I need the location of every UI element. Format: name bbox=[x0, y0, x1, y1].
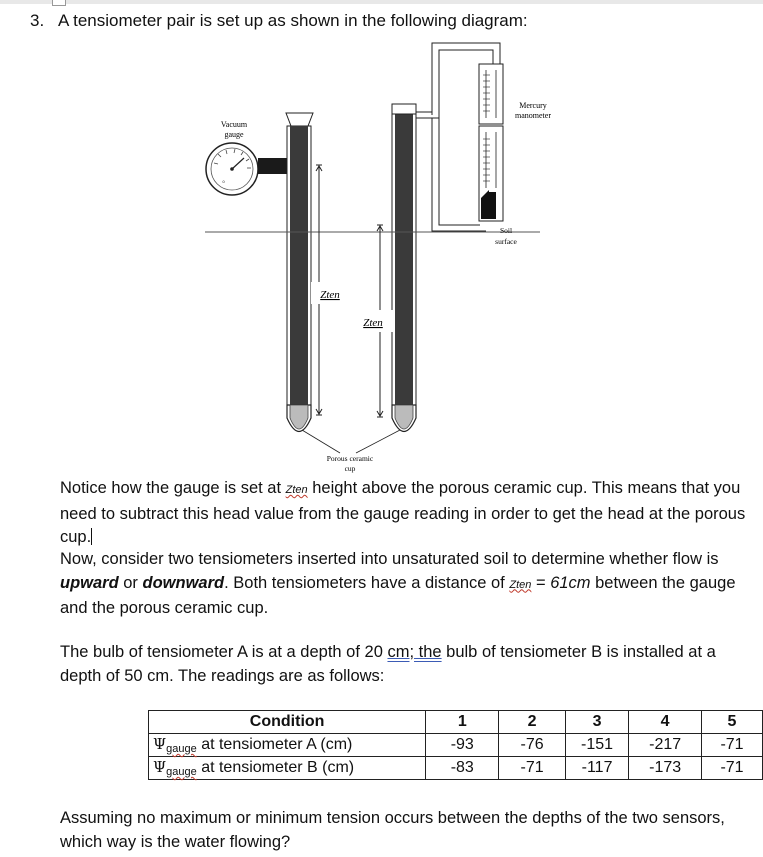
question-number: 3. bbox=[30, 11, 45, 30]
row-a-cell-1: -93 bbox=[426, 734, 499, 757]
manometer-label-line1: Mercury bbox=[519, 101, 547, 110]
zten-label-right: Zten bbox=[363, 317, 383, 329]
text-cursor bbox=[91, 528, 92, 545]
paragraph-consider-text-3: between the gauge and the porous ceramic cup. bbox=[60, 573, 736, 617]
row-a-text: at tensiometer A (cm) bbox=[196, 736, 353, 753]
header-col-4: 4 bbox=[629, 711, 702, 734]
paragraph-notice-text-2: height above the porous ceramic cup. This means that you need to subtract this head value from the gauge reading in order to get the head at the porous cup. bbox=[60, 479, 746, 546]
zten-inline: Zten bbox=[285, 484, 308, 496]
closing-question: Assuming no maximum or minimum tension occurs between the depths of the two sensors, which way is the water flowing? bbox=[60, 809, 725, 851]
cm-the-text: cm; the bbox=[387, 643, 442, 661]
paragraph-consider bbox=[60, 548, 750, 621]
readings-table bbox=[148, 710, 763, 780]
header-condition: Condition bbox=[149, 711, 426, 734]
paragraph-consider-text-2: . Both tensiometers have a distance of bbox=[224, 573, 510, 592]
svg-text:°: ° bbox=[222, 179, 226, 188]
table-header-row bbox=[149, 711, 763, 734]
mercury-manometer bbox=[479, 64, 551, 221]
header-col-5: 5 bbox=[702, 711, 763, 734]
zten-inline-2: Zten bbox=[509, 578, 532, 591]
row-b-cell-4: -173 bbox=[629, 757, 702, 780]
porous-cup-label-line2: cup bbox=[344, 464, 356, 473]
soil-surface bbox=[205, 226, 540, 246]
soil-label-line1: Soil bbox=[499, 226, 513, 235]
row-b-cell-5: -71 bbox=[702, 757, 763, 780]
porous-cup-leader bbox=[302, 430, 400, 453]
manometer-label-line2: manometer bbox=[515, 111, 551, 120]
zten-label-left: Zten bbox=[320, 289, 340, 301]
question-title: A tensiometer pair is set up as shown in the following diagram: bbox=[58, 11, 528, 30]
table-row bbox=[149, 757, 763, 780]
row-a-cell-5: -71 bbox=[702, 734, 763, 757]
paragraph-notice-text-1: Notice how the gauge is set at bbox=[60, 479, 286, 497]
porous-cup-label-line1: Porous ceramic bbox=[326, 454, 374, 463]
gauge-subscript: gauge bbox=[166, 766, 197, 778]
paragraph-bulb-depths bbox=[60, 641, 750, 688]
psi-symbol: Ψ bbox=[153, 758, 167, 776]
row-a-cell-4: -217 bbox=[629, 734, 702, 757]
table-row bbox=[149, 734, 763, 757]
or-text: or bbox=[118, 573, 143, 592]
header-col-3: 3 bbox=[565, 711, 628, 734]
soil-label-line2: surface bbox=[495, 237, 517, 246]
header-col-2: 2 bbox=[499, 711, 566, 734]
vacuum-gauge bbox=[206, 120, 290, 195]
paragraph-bulb-text-1: The bulb of tensiometer A is at a depth of 20 bbox=[60, 643, 388, 661]
row-b-label bbox=[149, 757, 426, 780]
equals-text: = bbox=[531, 573, 551, 592]
paragraph-consider-text-1: Now, consider two tensiometers inserted into unsaturated soil to determine whether flow is bbox=[60, 550, 719, 568]
header-col-1: 1 bbox=[426, 711, 499, 734]
upward-text: upward bbox=[60, 573, 119, 592]
row-b-cell-1: -83 bbox=[426, 757, 499, 780]
paragraph-notice bbox=[60, 477, 750, 550]
row-b-cell-2: -71 bbox=[499, 757, 566, 780]
vacuum-gauge-label-line1: Vacuum bbox=[220, 120, 248, 129]
downward-text: downward bbox=[142, 573, 225, 592]
paragraph-bulb-text-2: bulb of tensiometer B is installed at a depth of 50 cm. The readings are as follows: bbox=[60, 643, 716, 685]
row-b-cell-3: -117 bbox=[565, 757, 628, 780]
gauge-subscript: gauge bbox=[166, 743, 197, 755]
row-a-cell-3: -151 bbox=[565, 734, 628, 757]
psi-symbol: Ψ bbox=[153, 735, 167, 753]
row-a-label bbox=[149, 734, 426, 757]
tensiometer-left bbox=[286, 113, 313, 432]
distance-value: 61cm bbox=[550, 573, 591, 592]
row-a-cell-2: -76 bbox=[499, 734, 566, 757]
row-b-text: at tensiometer B (cm) bbox=[196, 759, 355, 776]
tensiometer-right bbox=[392, 104, 416, 432]
vacuum-gauge-label-line2: gauge bbox=[224, 130, 244, 139]
